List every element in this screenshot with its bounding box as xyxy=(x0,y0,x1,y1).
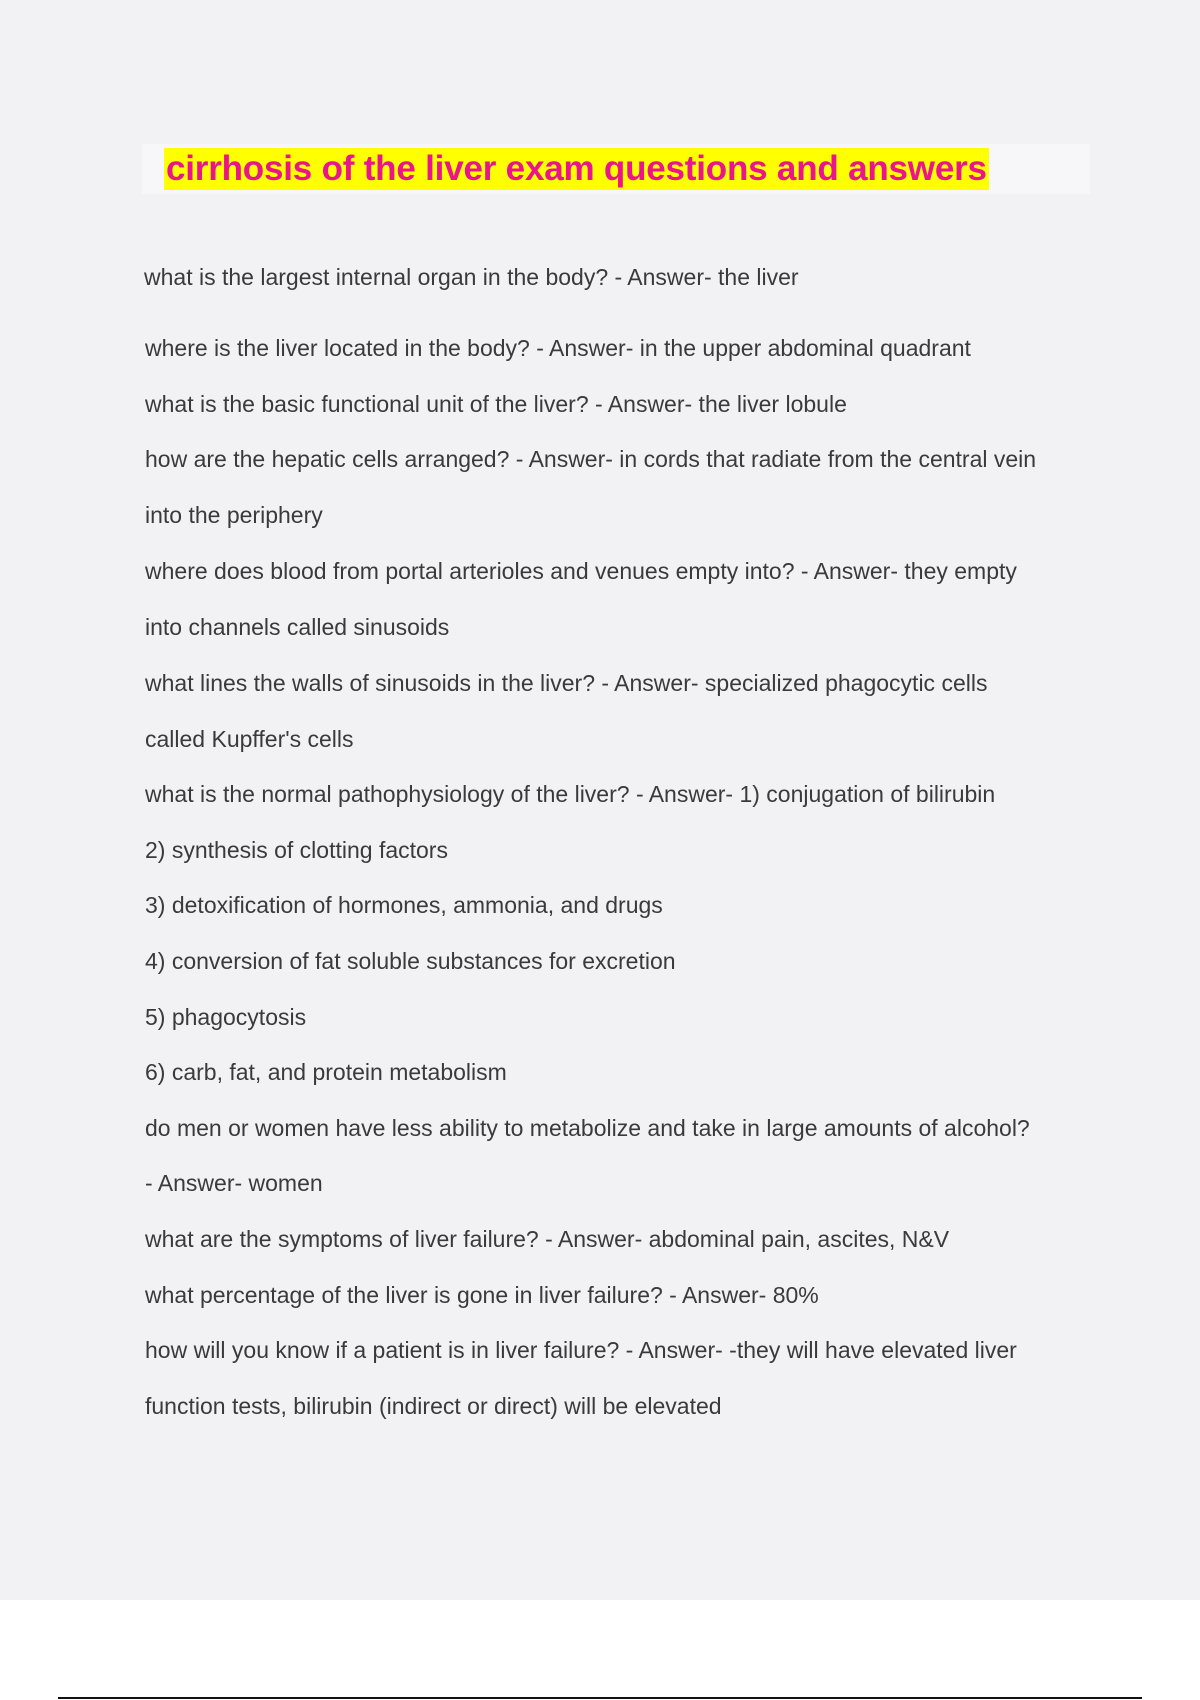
qa-line: what is the normal pathophysiology of the liver? - Answer- 1) conjugation of bilirubin xyxy=(145,781,996,807)
qa-line: called Kupffer's cells xyxy=(145,726,354,752)
qa-line: where is the liver located in the body? - Answer- in the upper abdominal quadrant xyxy=(145,335,971,361)
qa-line: 4) conversion of fat soluble substances for excretion xyxy=(145,948,676,974)
qa-line: into the periphery xyxy=(145,502,323,528)
qa-line: where does blood from portal arterioles and venues empty into? - Answer- they empty xyxy=(145,558,1017,584)
footer-divider xyxy=(58,1697,1142,1699)
qa-line: how will you know if a patient is in liver failure? - Answer- -they will have elevated liver xyxy=(145,1337,1017,1363)
qa-line: how are the hepatic cells arranged? - Answer- in cords that radiate from the central vein xyxy=(145,446,1037,472)
qa-line: what are the symptoms of liver failure? - Answer- abdominal pain, ascites, N&V xyxy=(145,1226,950,1252)
qa-line: 2) synthesis of clotting factors xyxy=(145,837,448,863)
qa-line: 6) carb, fat, and protein metabolism xyxy=(145,1059,507,1085)
qa-line: what is the basic functional unit of the liver? - Answer- the liver lobule xyxy=(145,391,847,417)
qa-line: what lines the walls of sinusoids in the liver? - Answer- specialized phagocytic cells xyxy=(145,670,988,696)
qa-line: what percentage of the liver is gone in liver failure? - Answer- 80% xyxy=(145,1282,819,1308)
qa-line: - Answer- women xyxy=(145,1170,323,1196)
qa-line: function tests, bilirubin (indirect or direct) will be elevated xyxy=(145,1393,722,1419)
qa-line: 3) detoxification of hormones, ammonia, and drugs xyxy=(145,892,663,918)
qa-line: do men or women have less ability to metabolize and take in large amounts of alcohol? xyxy=(145,1115,1030,1141)
qa-line: 5) phagocytosis xyxy=(145,1004,307,1030)
qa-line: into channels called sinusoids xyxy=(145,614,450,640)
document-title: cirrhosis of the liver exam questions and answers xyxy=(166,149,987,188)
qa-line: what is the largest internal organ in the body? - Answer- the liver xyxy=(144,264,799,290)
